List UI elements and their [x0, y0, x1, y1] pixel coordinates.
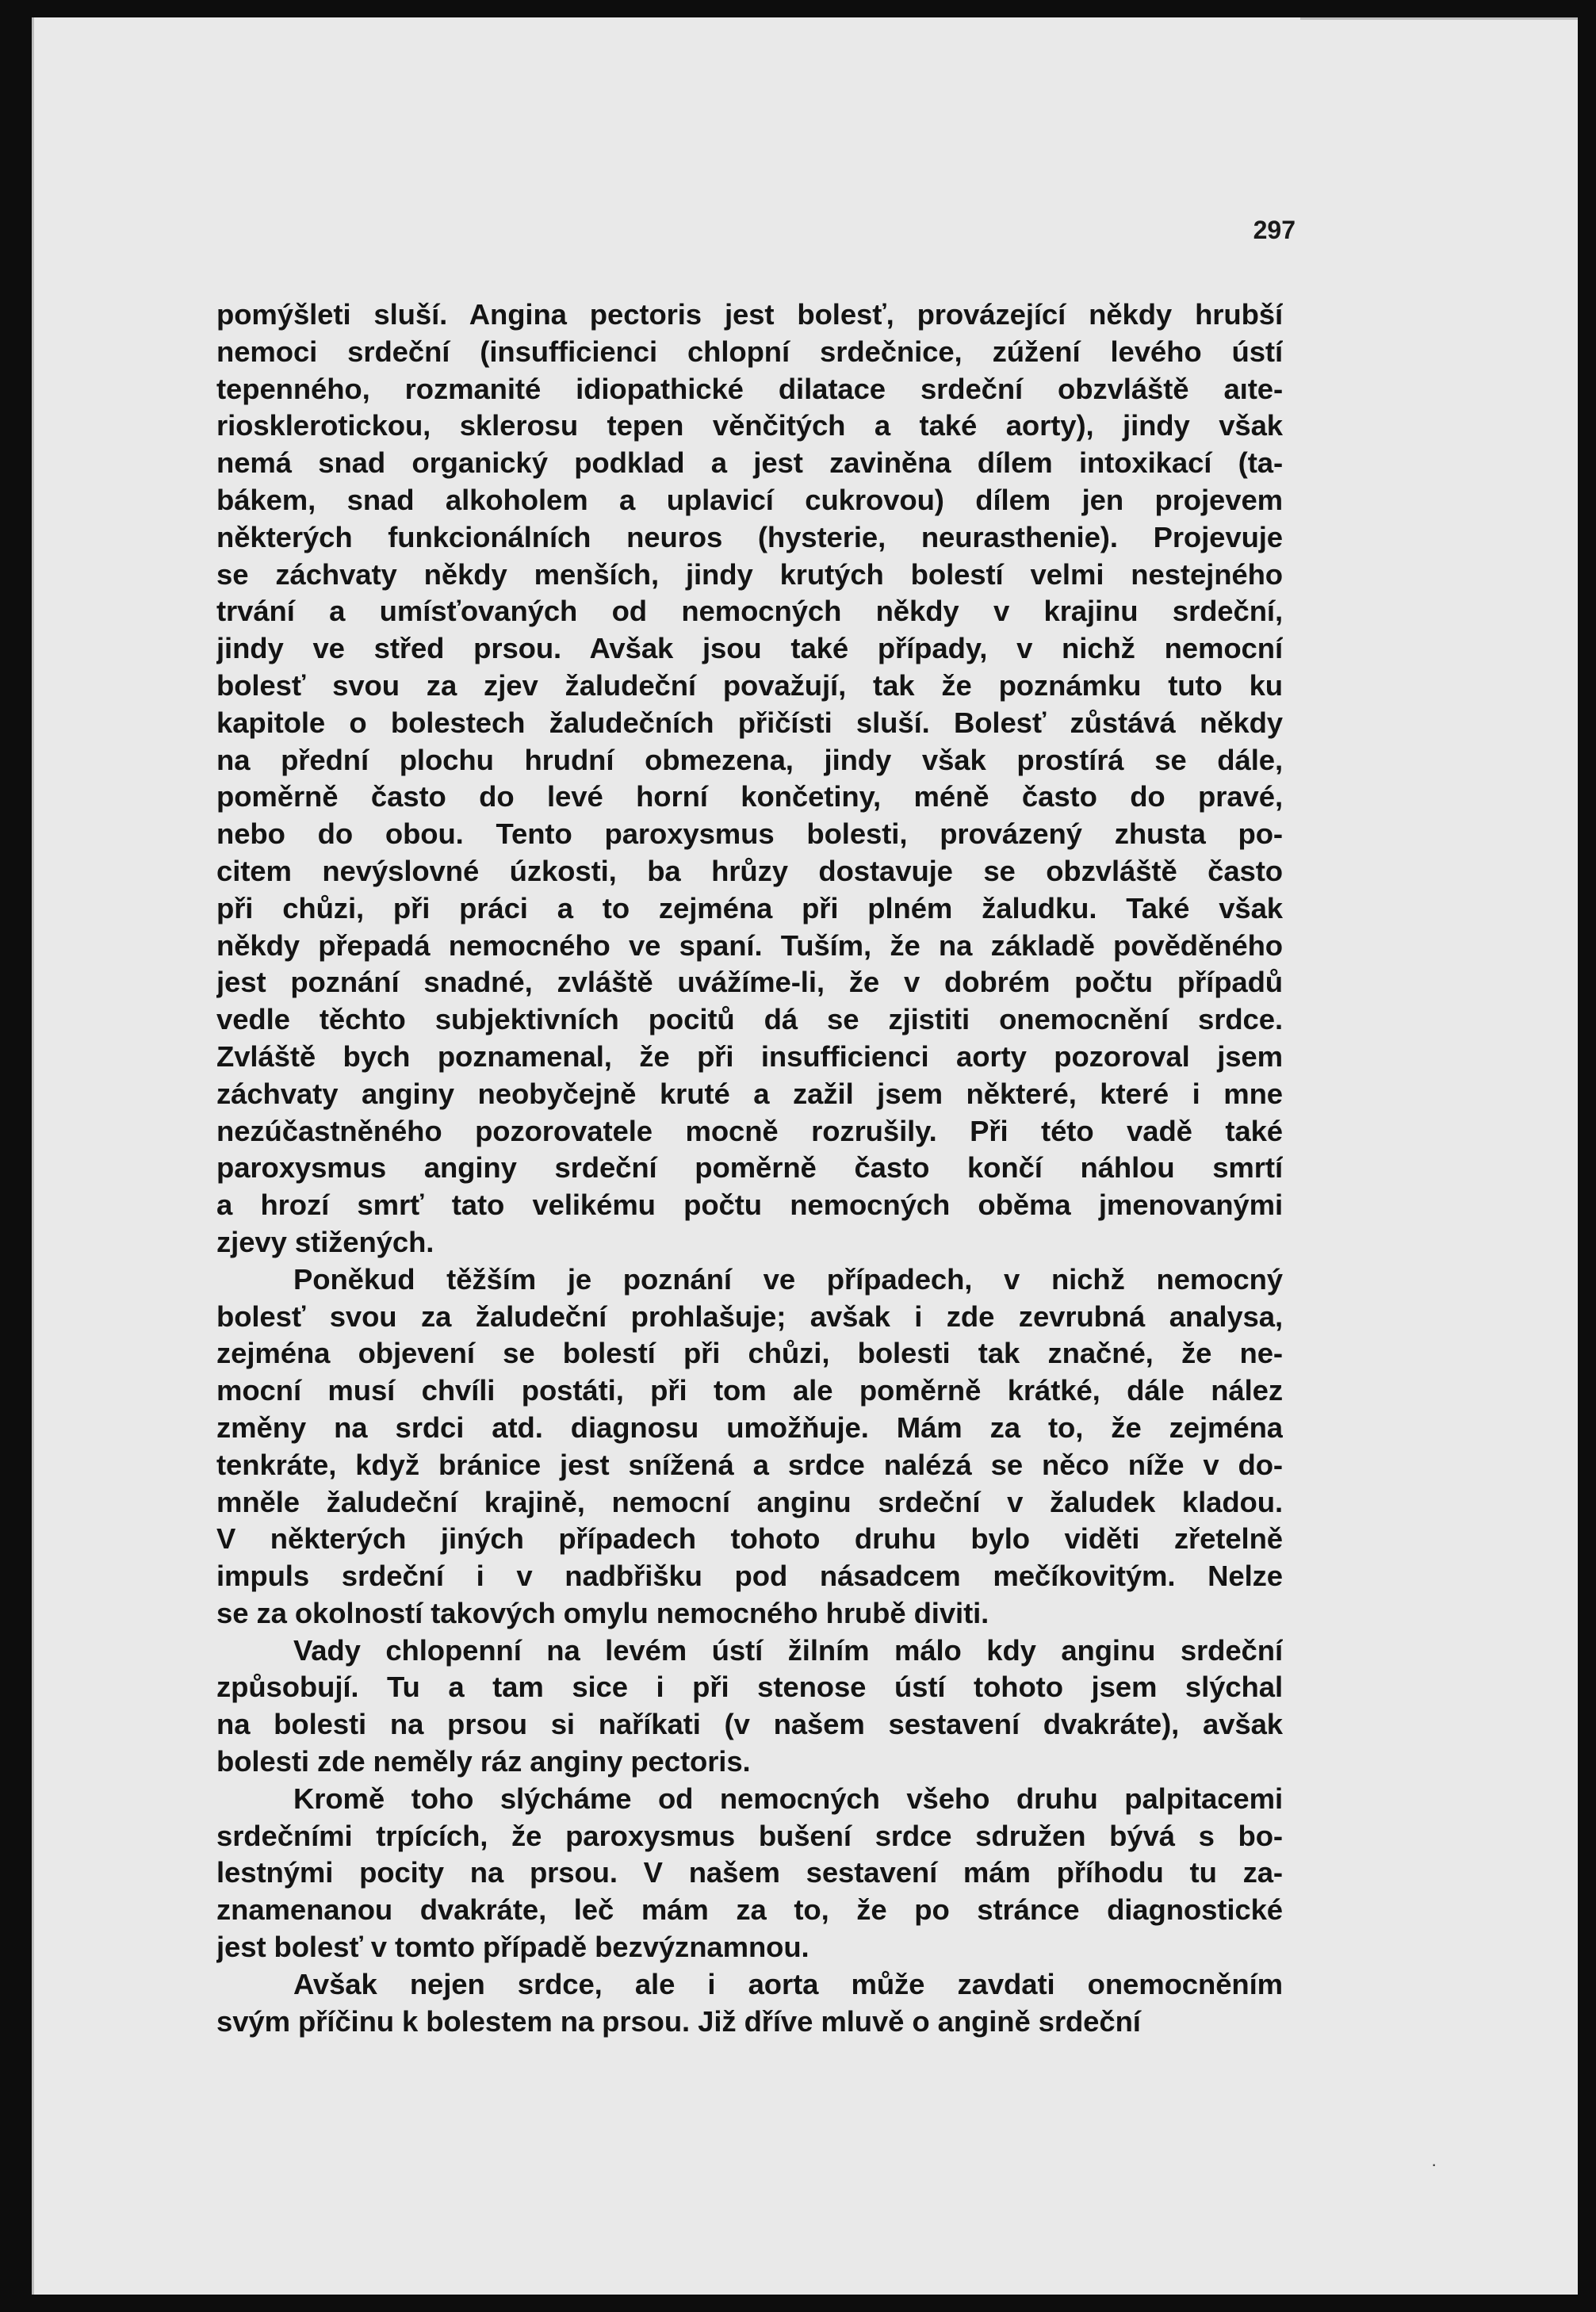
text-line: zjevy stižených. [216, 1225, 434, 1258]
text-line: Vady chlopenní na levém ústí žilním málo kdy anginu srdeční [293, 1633, 1283, 1667]
page-edge-line-top [1300, 17, 1578, 20]
text-line: jest poznání snadné, zvláště uvážíme-li, že v dobrém počtu případů [216, 966, 1283, 999]
text-line: paroxysmus anginy srdeční poměrně často končí náhlou smrtí [216, 1151, 1283, 1185]
page-edge-line-left [32, 17, 34, 2295]
text-line: jest bolesť v tomto případě bezvýznamnou. [216, 1931, 809, 1964]
text-line: na přední plochu hrudní obmezena, jindy však prostírá se dále, [216, 743, 1283, 776]
text-line: některých funkcionálních neuros (hysterie, neurasthenie). Projevuje [216, 520, 1283, 553]
text-line: se záchvaty někdy menších, jindy krutých bolestí velmi nestejného [216, 557, 1283, 591]
text-line: mocní musí chvíli postáti, při tom ale poměrně krátké, dále nález [216, 1374, 1283, 1407]
scanned-page [32, 17, 1578, 2295]
text-line: změny na srdci atd. diagnosu umožňuje. Mám za to, že zejména [216, 1411, 1283, 1444]
text-line: srdečními trpících, že paroxysmus bušení srdce sdružen bývá s bo- [216, 1819, 1283, 1852]
text-line: někdy přepadá nemocného ve spaní. Tuším, že na základě pověděného [216, 928, 1283, 962]
text-line: zejména objevení se bolestí při chůzi, bolesti tak značné, že ne- [216, 1337, 1283, 1370]
text-line: impuls srdeční i v nadbřišku pod násadcem mečíkovitým. Nelze [216, 1560, 1283, 1593]
text-line: pomýšleti sluší. Angina pectoris jest bolesť, provázející někdy hrubší [216, 298, 1283, 331]
text-line: znamenanou dvakráte, leč mám za to, že po stránce diagnostické [216, 1893, 1283, 1927]
text-line: svým příčinu k bolestem na prsou. Již dříve mluvě o angině srdeční [216, 2004, 1141, 2038]
text-line: bolesti zde neměly ráz anginy pectoris. [216, 1745, 751, 1778]
text-line: nezúčastněného pozorovatele mocně rozrušily. Při této vadě také [216, 1114, 1283, 1147]
text-line: lestnými pocity na prsou. V našem sestavení mám příhodu tu za- [216, 1856, 1283, 1889]
text-line: záchvaty anginy neobyčejně kruté a zažil jsem některé, které i mne [216, 1077, 1283, 1110]
text-line: nemá snad organický podklad a jest zaviněna dílem intoxikací (ta- [216, 446, 1283, 480]
page-number: 297 [1253, 216, 1296, 244]
body-text [216, 297, 1283, 2040]
text-line: nebo do obou. Tento paroxysmus bolesti, provázený zhusta po- [216, 817, 1283, 851]
text-line: bákem, snad alkoholem a uplavicí cukrovou) dílem jen projevem [216, 483, 1283, 516]
text-line: poměrně často do levé horní končetiny, méně často do pravé, [216, 780, 1283, 813]
text-line: tenkráte, když bránice jest snížená a srdce nalézá se něco níže v do- [216, 1448, 1283, 1481]
text-line: V některých jiných případech tohoto druhu bylo viděti zřetelně [216, 1522, 1283, 1556]
text-line: Avšak nejen srdce, ale i aorta může zavdati onemocněním [293, 1967, 1283, 2000]
text-line: jindy ve střed prsou. Avšak jsou také případy, v nichž nemocní [216, 632, 1283, 665]
text-line: a hrozí smrť tato velikému počtu nemocných oběma jmenovanými [216, 1189, 1283, 1222]
text-line: bolesť svou za zjev žaludeční považují, tak že poznámku tuto ku [216, 668, 1283, 702]
text-line: způsobují. Tu a tam sice i při stenose ústí tohoto jsem slýchal [216, 1671, 1283, 1704]
text-line: vedle těchto subjektivních pocitů dá se zjistiti onemocnění srdce. [216, 1003, 1283, 1036]
text-line: tepenného, rozmanité idiopathické dilatace srdeční obzvláště aıte- [216, 372, 1283, 405]
text-line: Kromě toho slýcháme od nemocných všeho druhu palpitacemi [293, 1782, 1283, 1815]
text-line: kapitole o bolestech žaludečních přičísti sluší. Bolesť zůstává někdy [216, 706, 1283, 739]
text-line: Zvláště bych poznamenal, že při insufficienci aorty pozoroval jsem [216, 1039, 1283, 1073]
text-line: na bolesti na prsou si naříkati (v našem sestavení dvakráte), avšak [216, 1708, 1283, 1741]
text-line: trvání a umísťovaných od nemocných někdy v krajinu srdeční, [216, 595, 1283, 628]
text-line: citem nevýslovné úzkosti, ba hrůzy dostavuje se obzvláště často [216, 854, 1283, 887]
stray-mark: · [1431, 2154, 1437, 2174]
text-line: mněle žaludeční krajině, nemocní anginu srdeční v žaludek kladou. [216, 1485, 1283, 1518]
text-line: riosklerotickou, sklerosu tepen věnčitých a také aorty), jindy však [216, 409, 1283, 442]
text-line: bolesť svou za žaludeční prohlašuje; avšak i zde zevrubná analysa, [216, 1300, 1283, 1333]
text-line: při chůzi, při práci a to zejména při plném žaludku. Také však [216, 891, 1283, 924]
text-line: se za okolností takových omylu nemocného hrubě diviti. [216, 1596, 989, 1629]
text-line: Poněkud těžším je poznání ve případech, v nichž nemocný [293, 1262, 1283, 1296]
text-line: nemoci srdeční (insufficienci chlopní srdečnice, zúžení levého ústí [216, 335, 1283, 368]
